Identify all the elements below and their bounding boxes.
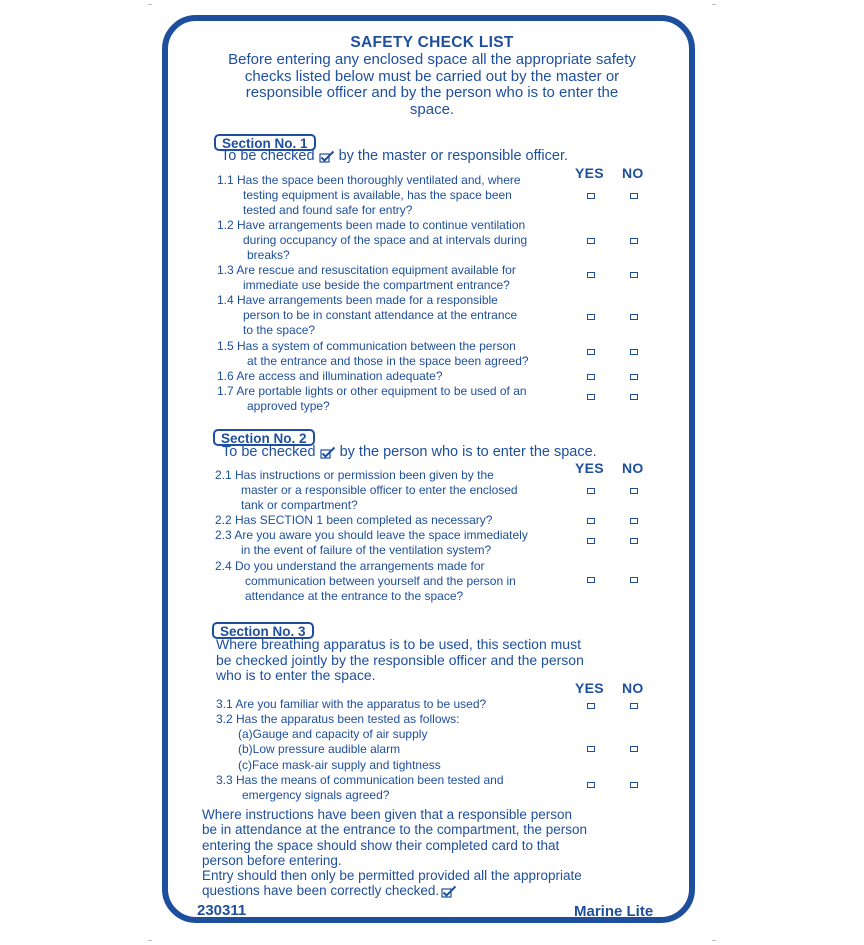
checkbox-1-5-no[interactable]: [630, 349, 638, 355]
checkbox-1-1-yes[interactable]: [587, 193, 595, 199]
question-line: master or a responsible officer to enter the enclosed: [241, 483, 518, 498]
checkmark-icon: [320, 446, 336, 459]
checkbox-1-1-no[interactable]: [630, 193, 638, 199]
yes-header: YES: [575, 680, 604, 696]
checkbox-2-3-yes[interactable]: [587, 538, 595, 544]
checkbox-1-3-yes[interactable]: [587, 272, 595, 278]
crop-mark: [148, 4, 152, 5]
question-line: 2.1 Has instructions or permission been given by the: [215, 468, 494, 482]
crop-mark: [712, 940, 716, 941]
question-line: communication between yourself and the person in: [245, 574, 516, 589]
question-line: testing equipment is available, has the space been: [243, 188, 512, 203]
checkbox-1-4-no[interactable]: [630, 314, 638, 320]
question-2-1: [215, 468, 518, 514]
question-line: (a)Gauge and capacity of air supply: [238, 727, 428, 742]
question-line: attendance at the entrance to the space?: [245, 589, 464, 604]
check-pre-text: To be checked: [222, 444, 316, 460]
closing-line: Where instructions have been given that a responsible person: [202, 807, 572, 822]
question-line: (b)Low pressure audible alarm: [238, 742, 401, 757]
question-line: person to be in constant attendance at the entrance: [243, 308, 518, 323]
question-1-6: [217, 369, 443, 384]
question-line: breaks?: [247, 248, 290, 263]
question-line: at the entrance and those in the space been agreed?: [247, 354, 529, 369]
question-line: 2.2 Has SECTION 1 been completed as necessary?: [215, 513, 493, 527]
closing-text: questions have been correctly checked.: [202, 883, 440, 899]
section-2-label: Section No. 2: [213, 429, 315, 446]
closing-line: person before entering.: [202, 852, 342, 868]
question-1-3: [217, 263, 516, 293]
question-3-2: [216, 712, 460, 773]
question-line: 1.6 Are access and illumination adequate?: [217, 369, 443, 383]
question-line: 3.3 Has the means of communication been tested and: [216, 773, 504, 787]
checkbox-3-1-no[interactable]: [630, 703, 638, 709]
closing-line: Entry should then only be permitted provided all the appropriate: [202, 868, 582, 884]
question-2-4: [215, 559, 516, 605]
question-line: immediate use beside the compartment entrance?: [243, 278, 510, 293]
checkbox-1-7-yes[interactable]: [587, 394, 595, 400]
yes-header: YES: [575, 165, 604, 181]
intro-line: who is to enter the space.: [216, 667, 376, 683]
no-header: NO: [622, 460, 644, 476]
checkbox-3-3-yes[interactable]: [587, 782, 595, 788]
section-1-label: Section No. 1: [214, 134, 316, 151]
checkbox-1-3-no[interactable]: [630, 272, 638, 278]
question-line: tested and found safe for entry?: [243, 203, 413, 218]
closing-line-last: [202, 883, 587, 898]
checkbox-1-2-yes[interactable]: [587, 238, 595, 244]
question-line: approved type?: [247, 399, 330, 414]
question-line: in the event of failure of the ventilation system?: [241, 543, 492, 558]
section-2-instruction: [222, 444, 597, 460]
question-line: (c)Face mask-air supply and tightness: [238, 757, 441, 772]
checkbox-2-1-yes[interactable]: [587, 488, 595, 494]
question-1-1: [217, 173, 521, 219]
closing-line: be in attendance at the entrance to the compartment, the person: [202, 822, 588, 838]
checkbox-3-2-yes[interactable]: [587, 746, 595, 752]
question-3-1: [216, 697, 486, 712]
check-pre-text: To be checked: [221, 148, 315, 164]
yes-header: YES: [575, 460, 604, 476]
card-title: SAFETY CHECK LIST: [350, 34, 514, 51]
question-line: 1.3 Are rescue and resuscitation equipment available for: [217, 263, 516, 277]
checkbox-1-2-no[interactable]: [630, 238, 638, 244]
crop-mark: [148, 940, 152, 941]
checkbox-2-2-yes[interactable]: [587, 518, 595, 524]
question-line: 3.2 Has the apparatus been tested as follows:: [216, 712, 460, 726]
checkbox-2-4-no[interactable]: [630, 577, 638, 583]
question-2-3: [215, 528, 528, 558]
question-line: 1.2 Have arrangements been made to continue ventilation: [217, 218, 526, 232]
question-line: during occupancy of the space and at intervals during: [243, 233, 528, 248]
question-line: 2.4 Do you understand the arrangements made for: [215, 559, 485, 573]
checkbox-2-1-no[interactable]: [630, 488, 638, 494]
no-header: NO: [622, 680, 644, 696]
question-line: tank or compartment?: [241, 498, 358, 513]
product-code: 230311: [197, 902, 247, 919]
checkmark-icon: [319, 150, 335, 163]
section-1-instruction: [221, 148, 568, 164]
closing-line: entering the space should show their completed card to that: [202, 837, 560, 853]
intro-text: Before entering any enclosed space all the appropriate safety checks listed below must be carried out by the master or responsible officer and by the person who is to enter the space.: [228, 51, 636, 118]
question-1-4: [217, 293, 517, 339]
question-line: 1.1 Has the space been thoroughly ventilated and, where: [217, 173, 521, 187]
check-post-text: by the master or responsible officer.: [338, 148, 569, 164]
checkbox-2-4-yes[interactable]: [587, 577, 595, 583]
section-3-intro: [216, 637, 584, 684]
question-1-2: [217, 218, 527, 264]
intro-line: Where breathing apparatus is to be used, this section must: [216, 636, 581, 652]
question-line: 1.7 Are portable lights or other equipment to be used of an: [217, 384, 527, 398]
checkmark-icon: [441, 885, 457, 898]
question-line: 1.4 Have arrangements been made for a responsible: [217, 293, 498, 307]
closing-paragraph: [202, 807, 587, 899]
question-3-3: [216, 773, 504, 803]
checkbox-3-1-yes[interactable]: [587, 703, 595, 709]
checkbox-1-5-yes[interactable]: [587, 349, 595, 355]
checkbox-3-3-no[interactable]: [630, 782, 638, 788]
question-line: 3.1 Are you familiar with the apparatus to be used?: [216, 697, 487, 711]
checkbox-3-2-no[interactable]: [630, 746, 638, 752]
checkbox-1-7-no[interactable]: [630, 394, 638, 400]
checkbox-1-4-yes[interactable]: [587, 314, 595, 320]
no-header: NO: [622, 165, 644, 181]
checkbox-1-6-no[interactable]: [630, 374, 638, 380]
brand-name: Marine Lite: [574, 903, 654, 920]
check-post-text: by the person who is to enter the space.: [339, 444, 597, 460]
question-1-5: [217, 339, 529, 369]
question-line: to the space?: [243, 323, 316, 338]
crop-mark: [712, 4, 716, 5]
section-3-label: Section No. 3: [212, 622, 314, 639]
checkbox-1-6-yes[interactable]: [587, 374, 595, 380]
question-line: emergency signals agreed?: [242, 788, 390, 803]
question-line: 2.3 Are you aware you should leave the space immediately: [215, 528, 528, 542]
checkbox-2-3-no[interactable]: [630, 538, 638, 544]
checkbox-2-2-no[interactable]: [630, 518, 638, 524]
question-1-7: [217, 384, 527, 414]
question-2-2: [215, 513, 492, 528]
question-line: 1.5 Has a system of communication between the person: [217, 339, 516, 353]
intro-line: be checked jointly by the responsible officer and the person: [216, 651, 584, 668]
